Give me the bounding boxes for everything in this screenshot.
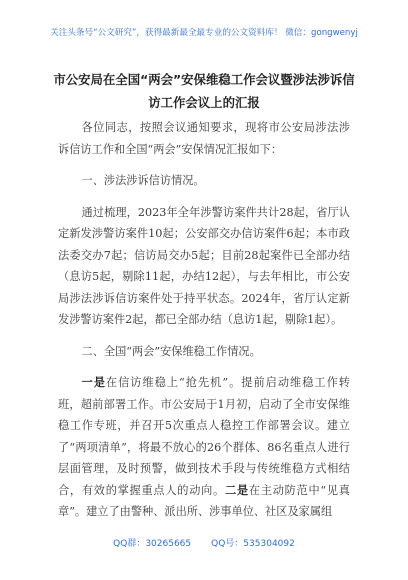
lead-phrase-1: 一是 — [81, 375, 106, 389]
salutation-paragraph: 各位同志，按照会议通知要求，现将市公安局涉法涉诉信访工作和全国“两会”安保情况汇报如下： — [58, 121, 350, 156]
title-line-2: 访工作会议上的汇报 — [148, 95, 260, 110]
section-1-paragraph: 通过梳理，2023年全年涉警访案件共计28起，省厅认定新发涉警访案件10起；公安部交办信访案件6起；本市政法委交办7起；信访局交办5起；目前28起案件已全部办结（息访5起，剔除11起，办结12起），与去年相比，市公安局涉法涉诉信访案件处于持平状态。2024年，省厅认定新发涉警访案件2起，都已全部办结（息访1起，剔除1起）。 — [58, 205, 350, 326]
title-line-1: 市公安局在全国“两会”安保维稳工作会议暨涉法涉诉信 — [53, 72, 355, 87]
qq-group-text: QQ群：30265665 — [113, 539, 192, 549]
header-banner: 关注头条号“公文研究”，获得最新最全最专业的公文资料库！ 微信：gongwenyj — [50, 28, 358, 38]
section-2-text-1: 在信访维稳上“抢先机”。提前启动维稳工作转班，超前部署工作。市公安局于1月初，启动了全市安保维稳工作专班，并召开5次重点人稳控工作部署会议。建立了“两项清单”，将最不放心的26个群体、86名重点人进行层面管理，及时预警，做到技术手段与传统维稳方式相结合，有效的掌握重点人的动向。 — [58, 376, 350, 497]
section-2-text-2: 在主动防范中“见真章”。建立了由警种、派出所、涉事单位、社区及家属组 — [58, 483, 350, 518]
document-title — [40, 68, 368, 114]
footer-contact — [0, 536, 408, 549]
qq-number-text: QQ号：535304092 — [211, 539, 295, 549]
section-2-paragraph — [58, 372, 350, 523]
section-1-heading: 一、涉法涉诉信访情况。 — [81, 174, 205, 187]
section-2-heading: 二、全国“两会”安保维稳工作情况。 — [81, 344, 261, 358]
lead-phrase-2: 二是 — [224, 482, 249, 497]
document-body — [58, 117, 350, 523]
